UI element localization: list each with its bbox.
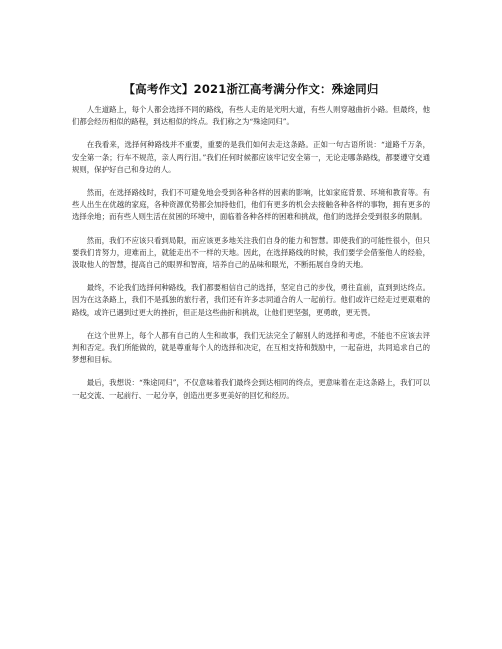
paragraph-2: 在我看来，选择何种路线并不重要，重要的是我们如何去走这条路。正如一句古语所说：“道路千万条，安全第一条；行车不规范，亲人两行泪。”我们任何时候都应该牢记安全第一，无论走哪条路线，都要遵守交通规则，保护好自己和身边的人。 (72, 140, 430, 174)
document-title: 【高考作文】2021浙江高考满分作文：殊途同归 (123, 82, 379, 96)
paragraph-3: 然而，在选择路线时，我们不可避免地会受到各种各样的因素的影响，比如家庭背景、环境和教育等。有些人出生在优越的家庭，各种资源优势都会加持他们，他们有更多的机会去接触各种各样的事物，拥有更多的选择余地；而有些人则生活在贫困的环境中，面临着各种各样的困难和挑战，他们的选择会受到很多的限制。 (72, 188, 430, 222)
paragraph-1: 人生道路上，每个人都会选择不同的路线，有些人走的是光明大道，有些人则穿越曲折小路。但最终，他们都会经历相似的路程，到达相似的终点。我们称之为“殊途同归”。 (72, 105, 430, 127)
paragraph-5: 最终，不论我们选择何种路线，我们都要相信自己的选择，坚定自己的步伐，勇往直前，直到到达终点。因为在这条路上，我们不是孤独的旅行者，我们还有许多志同道合的人一起前行。他们或许已经走过更艰难的路线，或许已遇到过更大的挫折，但正是这些曲折和挑战，让他们更坚强，更勇敢，更无畏。 (72, 283, 430, 317)
document-body (72, 104, 430, 413)
paragraph-7: 最后，我想说：“殊途同归”，不仅意味着我们最终会到达相同的终点，更意味着在走这条路上，我们可以一起交流、一起前行、一起分享，创造出更多更美好的回忆和经历。 (72, 378, 430, 400)
paragraph-4: 然而，我们不应该只看到局限，而应该更多地关注我们自身的能力和智慧。即使我们的可能性很小，但只要我们肯努力，迎难而上，就能走出不一样的天地。因此，在选择路线的时候，我们要学会借鉴他人的经验，汲取他人的智慧，提高自己的眼界和智商，培养自己的品味和眼光，不断拓展自身的天地。 (72, 235, 430, 270)
paragraph-6: 在这个世界上，每个人都有自己的人生和故事，我们无法完全了解别人的选择和考虑，不能也不应该去评判和否定。我们所能做的，就是尊重每个人的选择和决定，在互相支持和鼓励中，一起奋进，共同追求自己的梦想和目标。 (72, 330, 430, 365)
